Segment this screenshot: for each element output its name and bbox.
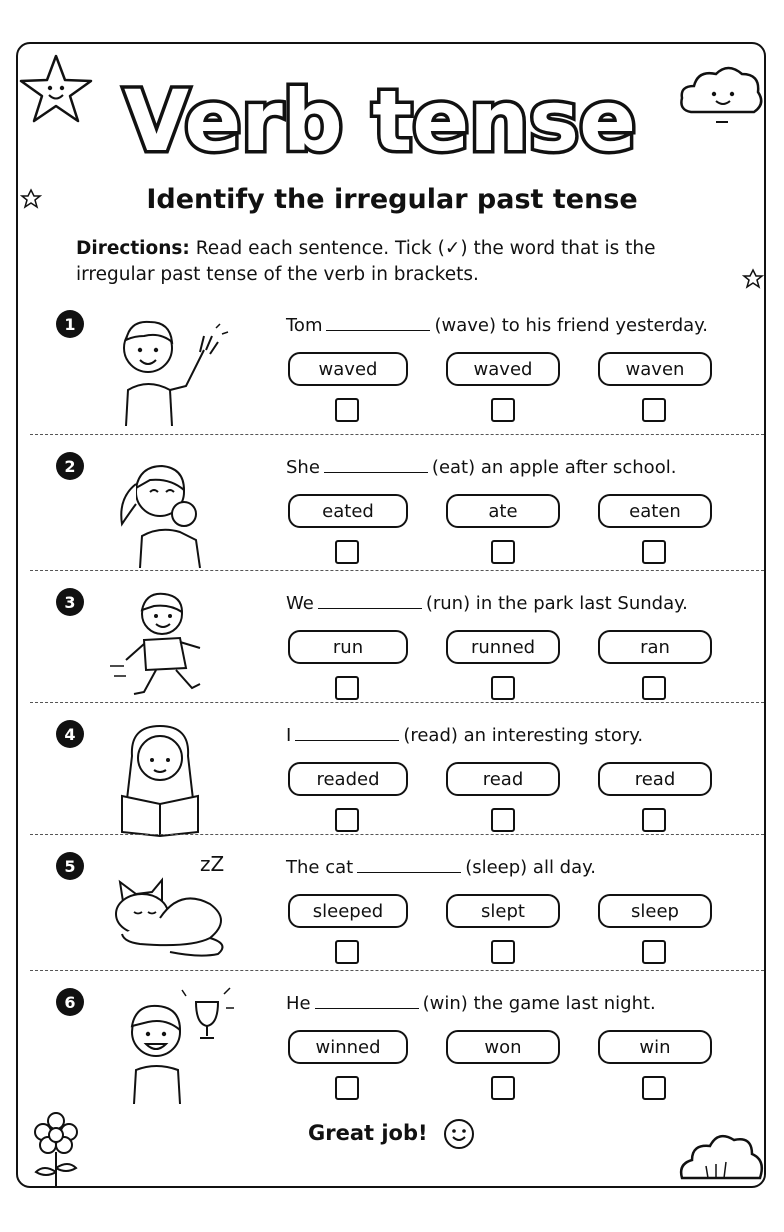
answer-option[interactable]: readed [288,762,408,796]
answer-option[interactable]: waved [446,352,560,386]
answer-blank-line [326,314,430,331]
worksheet-subtitle: Identify the irregular past tense [146,184,638,215]
answer-option[interactable]: slept [446,894,560,928]
girl-eating-apple-illustration [100,448,240,570]
question-sentence [286,856,596,878]
sentence-subject: I [286,725,292,746]
tick-checkbox[interactable] [335,676,359,700]
question-divider [30,834,764,835]
small-star-icon [742,268,764,290]
answer-option[interactable]: winned [288,1030,408,1064]
question-number-badge: 3 [56,588,84,616]
answer-option[interactable]: read [446,762,560,796]
answer-blank-line [315,992,419,1009]
tick-checkbox[interactable] [642,540,666,564]
answer-option[interactable]: waved [288,352,408,386]
question-sentence [286,456,676,478]
footer-message [308,1118,475,1150]
girl-reading-book-illustration [100,716,240,838]
svg-text:Verb tense: Verb tense [123,72,637,170]
smiley-face-icon [443,1118,475,1150]
tick-checkbox[interactable] [335,398,359,422]
answer-option[interactable]: ran [598,630,712,664]
zzz-sleep-text: zZ [200,852,225,876]
sentence-subject: We [286,593,314,614]
tick-checkbox[interactable] [335,540,359,564]
sentence-subject: The cat [286,857,354,878]
sentence-remainder: (eat) an apple after school. [431,457,677,478]
answer-option[interactable]: sleep [598,894,712,928]
question-row [0,984,784,1114]
tick-checkbox[interactable] [642,676,666,700]
tick-checkbox[interactable] [491,940,515,964]
answer-option[interactable]: eaten [598,494,712,528]
tick-checkbox[interactable] [642,808,666,832]
boy-running-illustration [100,584,240,706]
question-row [0,584,784,714]
answer-option[interactable]: runned [446,630,560,664]
tick-checkbox[interactable] [491,398,515,422]
boy-waving-illustration [100,306,240,428]
tick-checkbox[interactable] [491,676,515,700]
answer-blank-line [318,592,422,609]
answer-option[interactable]: waven [598,352,712,386]
answer-option[interactable]: read [598,762,712,796]
directions-text [76,236,716,288]
question-sentence [286,592,688,614]
question-divider [30,970,764,971]
bush-icon [676,1124,766,1184]
sentence-subject: He [286,993,311,1014]
question-row [0,848,784,978]
question-row [0,716,784,846]
tick-checkbox[interactable] [642,1076,666,1100]
smiling-cloud-icon [676,60,766,130]
answer-option[interactable]: sleeped [288,894,408,928]
directions-body: Read each sentence. Tick (✓) the word that is the irregular past tense of the verb in brackets. [76,238,656,285]
great-job-text: Great job! [308,1121,428,1145]
tick-checkbox[interactable] [642,940,666,964]
sentence-subject: She [286,457,320,478]
answer-option[interactable]: won [446,1030,560,1064]
question-row [0,448,784,578]
directions-label: Directions: [76,238,190,259]
question-number-badge: 5 [56,852,84,880]
question-divider [30,702,764,703]
question-divider [30,434,764,435]
question-divider [30,570,764,571]
question-number-badge: 1 [56,310,84,338]
tick-checkbox[interactable] [335,1076,359,1100]
sentence-remainder: (win) the game last night. [422,993,656,1014]
answer-option[interactable]: ate [446,494,560,528]
tick-checkbox[interactable] [491,540,515,564]
question-number-badge: 6 [56,988,84,1016]
flower-icon [24,1110,88,1190]
question-sentence [286,992,656,1014]
sentence-subject: Tom [286,315,323,336]
sentence-remainder: (run) in the park last Sunday. [425,593,688,614]
sentence-remainder: (wave) to his friend yesterday. [434,315,708,336]
tick-checkbox[interactable] [491,808,515,832]
tick-checkbox[interactable] [335,940,359,964]
tick-checkbox[interactable] [335,808,359,832]
question-row [0,306,784,436]
smiling-star-icon [16,50,96,130]
sentence-remainder: (read) an interesting story. [403,725,644,746]
tick-checkbox[interactable] [642,398,666,422]
answer-option[interactable]: eated [288,494,408,528]
question-number-badge: 4 [56,720,84,748]
answer-blank-line [295,724,399,741]
answer-option[interactable]: win [598,1030,712,1064]
worksheet-title [100,58,660,178]
tick-checkbox[interactable] [491,1076,515,1100]
question-sentence [286,724,643,746]
question-sentence [286,314,708,336]
boy-with-trophy-illustration [100,984,240,1106]
answer-option[interactable]: run [288,630,408,664]
sentence-remainder: (sleep) all day. [465,857,596,878]
answer-blank-line [357,856,461,873]
answer-blank-line [324,456,428,473]
question-number-badge: 2 [56,452,84,480]
